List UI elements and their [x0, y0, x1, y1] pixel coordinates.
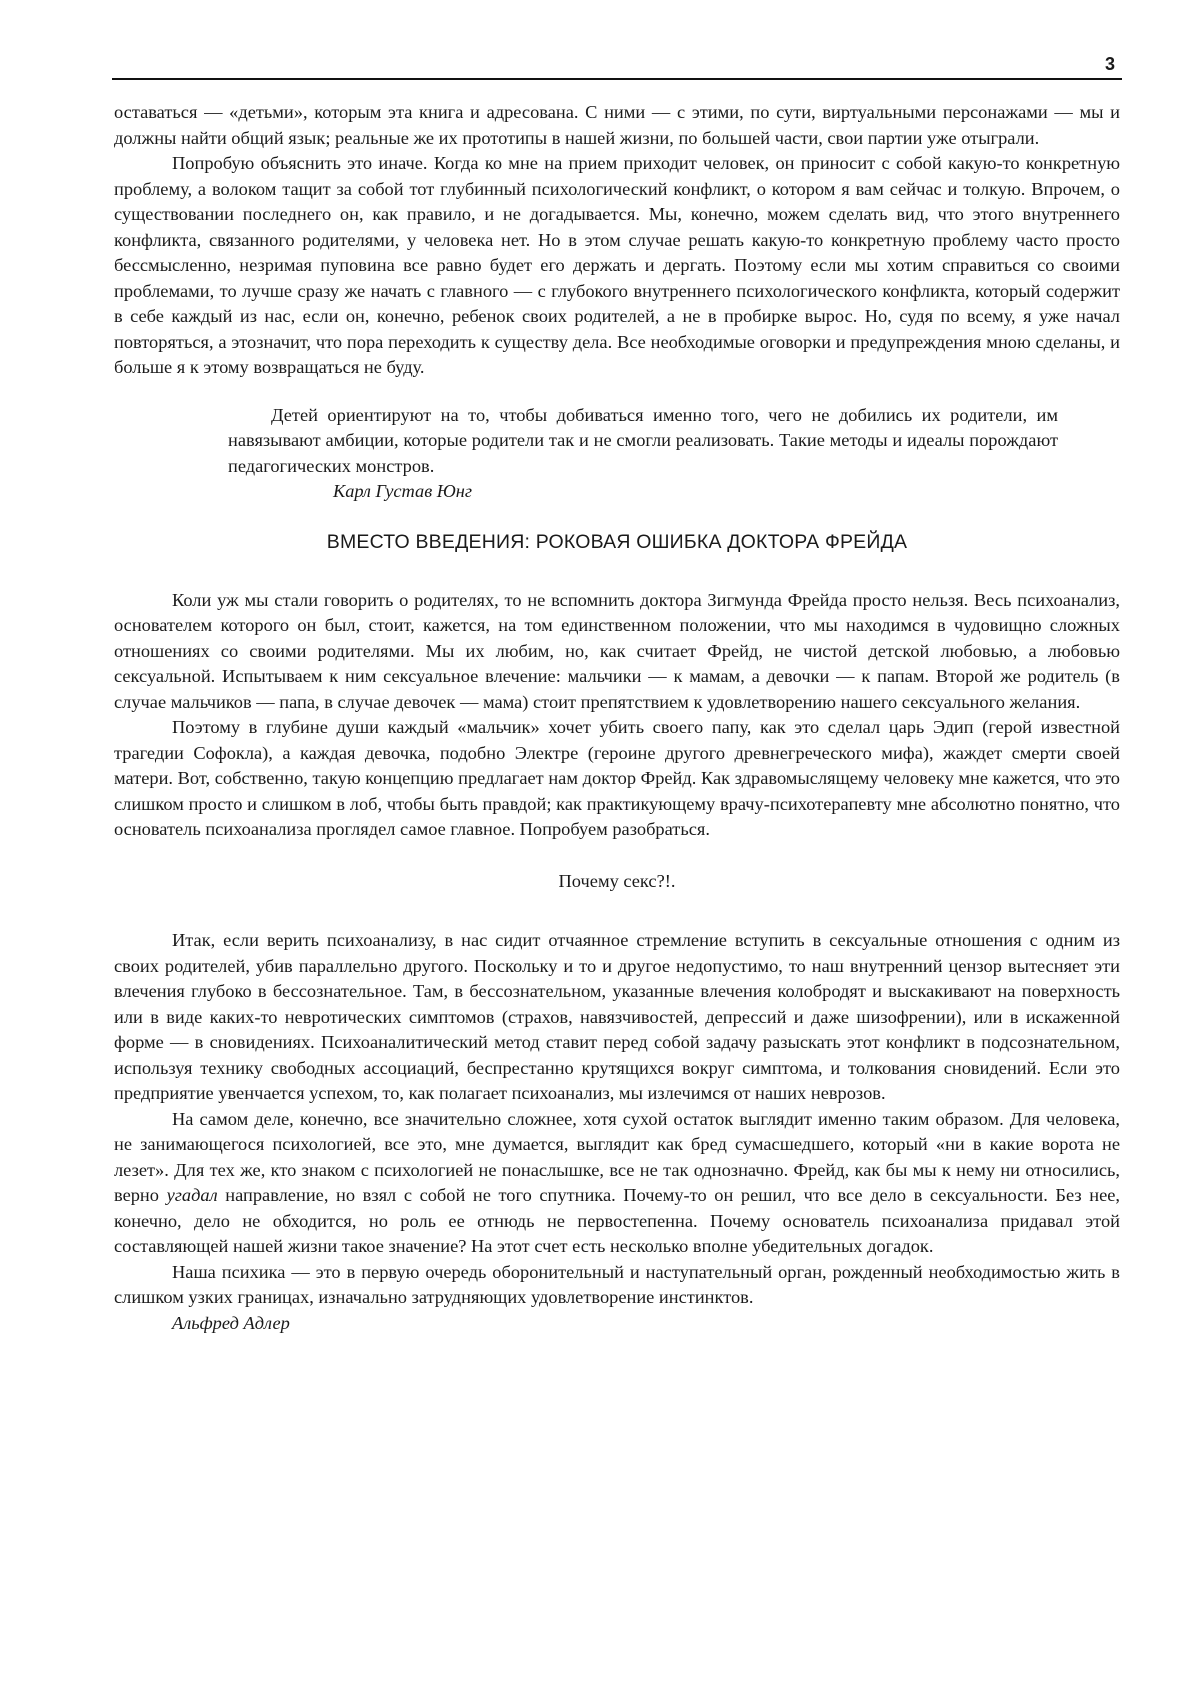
epigraph — [228, 403, 1058, 505]
quote-signature: Альфред Адлер — [172, 1312, 290, 1333]
page-number: 3 — [1104, 54, 1115, 74]
paragraph-text: направление, но взял с собой не того спутника. Почему-то он решил, что все дело в сексуальности. Без нее, конечно, дело не обходится, но роль ее отнюдь не первостепенна. Почему основатель психоанализа придавал этой составляющей нашей жизни такое значение? На этот счет есть несколько вполне убедительных догадок. — [114, 1185, 1121, 1256]
chapter-title: ВМЕСТО ВВЕДЕНИЯ: РОКОВАЯ ОШИБКА ДОКТОРА ФРЕЙДА — [326, 530, 908, 553]
paragraph: Коли уж мы стали говорить о родителях, то не вспомнить доктора Зигмунда Фрейда просто нельзя. Весь психоанализ, основателем которого он был, стоит, кажется, на том единственном положении, что мы находимся в чудовищно сложных отношениях со своими родителями. Мы их любим, но, как считает Фрейд, не чистой детской любовью, а любовью сексуальной. Испытываем к ним сексуальное влечение: мальчики — к мамам, а девочки — к папам. Второй же родитель (в случае мальчиков — папа, в случае девочек — мама) стоит препятствием к удовлетворению нашего сексуального желания. — [114, 589, 1120, 712]
paragraph: Поэтому в глубине души каждый «мальчик» хочет убить своего папу, как это сделал царь Эдип (герой известной трагедии Софокла), а каждая девочка, подобно Электре (героине другого древнегреческого мифа), жаждет смерти своей матери. Вот, собственно, такую концепцию предлагает нам доктор Фрейд. Как здравомыслящему человеку мне кажется, что это слишком просто и слишком в лоб, чтобы быть правдой; как практикующему врачу-психотерапевту мне абсолютно понятно, что основатель психоанализа проглядел самое главное. Попробуем разобраться. — [114, 717, 1120, 839]
page-content — [114, 100, 1120, 1336]
paragraph: оставаться — «детьми», которым эта книга и адресована. С ними — с этими, по сути, виртуальными персонажами — мы и должны найти общий язык; реальные же их прототипы в нашей жизни, по большей части, свои партии уже отыграли. — [114, 102, 1120, 148]
paragraph: Итак, если верить психоанализу, в нас сидит отчаянное стремление вступить в сексуальные отношения с одним из своих родителей, убив параллельно другого. Поскольку и то и другое недопустимо, то наш внутренний цензор вытесняет эти влечения глубоко в бессознательное. Там, в бессознательном, указанные влечения колобродят и выскакивают на поверхность или в виде каких-то невротических симптомов (страхов, навязчивостей, депрессий и даже шизофрении), или в искаженной форме — в сновидениях. Психоаналитический метод ставит перед собой задачу разыскать этот конфликт в подсознательном, используя технику свободных ассоциаций, беспрестанно крутящихся вокруг симптома, и толкования сновидений. Если это предприятие увенчается успехом, то, как полагает психоанализ, мы излечимся от наших неврозов. — [114, 930, 1120, 1103]
paragraph: Попробую объяснить это иначе. Когда ко мне на прием приходит человек, он приносит с собой какую-то конкретную проблему, а волоком тащит за собой тот глубинный психологический конфликт, о котором я вам сейчас и толкую. Впрочем, о существовании последнего он, как правило, и не догадывается. Мы, конечно, можем сделать вид, что этого внутреннего конфликта, связанного родителями, у человека нет. Но в этом случае решать какую-то конкретную проблему часто просто бессмысленно, незримая пуповина все равно будет его держать и дергать. Поэтому если мы хотим справиться со своими проблемами, то лучше сразу же начать с главного — с глубокого внутреннего психологического конфликта, который содержит в себе каждый из нас, если он, конечно, ребенок своих родителей, а не в пробирке вырос. Но, судя по всему, я уже начал повторяться, а этозначит, что пора переходить к существу дела. Все необходимые оговорки и предупреждения мною сделаны, и больше я к этому возвращаться не буду. — [114, 153, 1120, 377]
paragraph — [114, 1107, 1120, 1260]
header-divider — [112, 78, 1122, 80]
paragraph: Наша психика — это в первую очередь оборонительный и наступательный орган, рожденный необходимостью жить в слишком узких границах, изначально затрудняющих удовлетворение инстинктов. — [114, 1261, 1120, 1307]
epigraph-author: Карл Густав Юнг — [333, 481, 473, 501]
paragraph-text: На самом деле, конечно, все значительно сложнее, хотя сухой остаток выглядит именно таким образом. Для человека, не занимающегося психологией, все это, мне думается, выглядит как бред сумасшедшего, который «ни в какие ворота не лезет». Для тех же, кто знаком с психологией не понаслышке, все не так однозначно. Фрейд, как бы мы к нему ни относились, верно — [114, 1108, 1120, 1205]
section-title: Почему секс?!. — [558, 870, 676, 891]
epigraph-text: Детей ориентируют на то, чтобы добиваться именно того, чего не добились их родители, им навязывают амбиции, которые родители так и не смогли реализовать. Такие методы и идеалы порождают педагогических монстров. — [228, 404, 1058, 476]
emphasis-text: угадал — [166, 1185, 218, 1205]
